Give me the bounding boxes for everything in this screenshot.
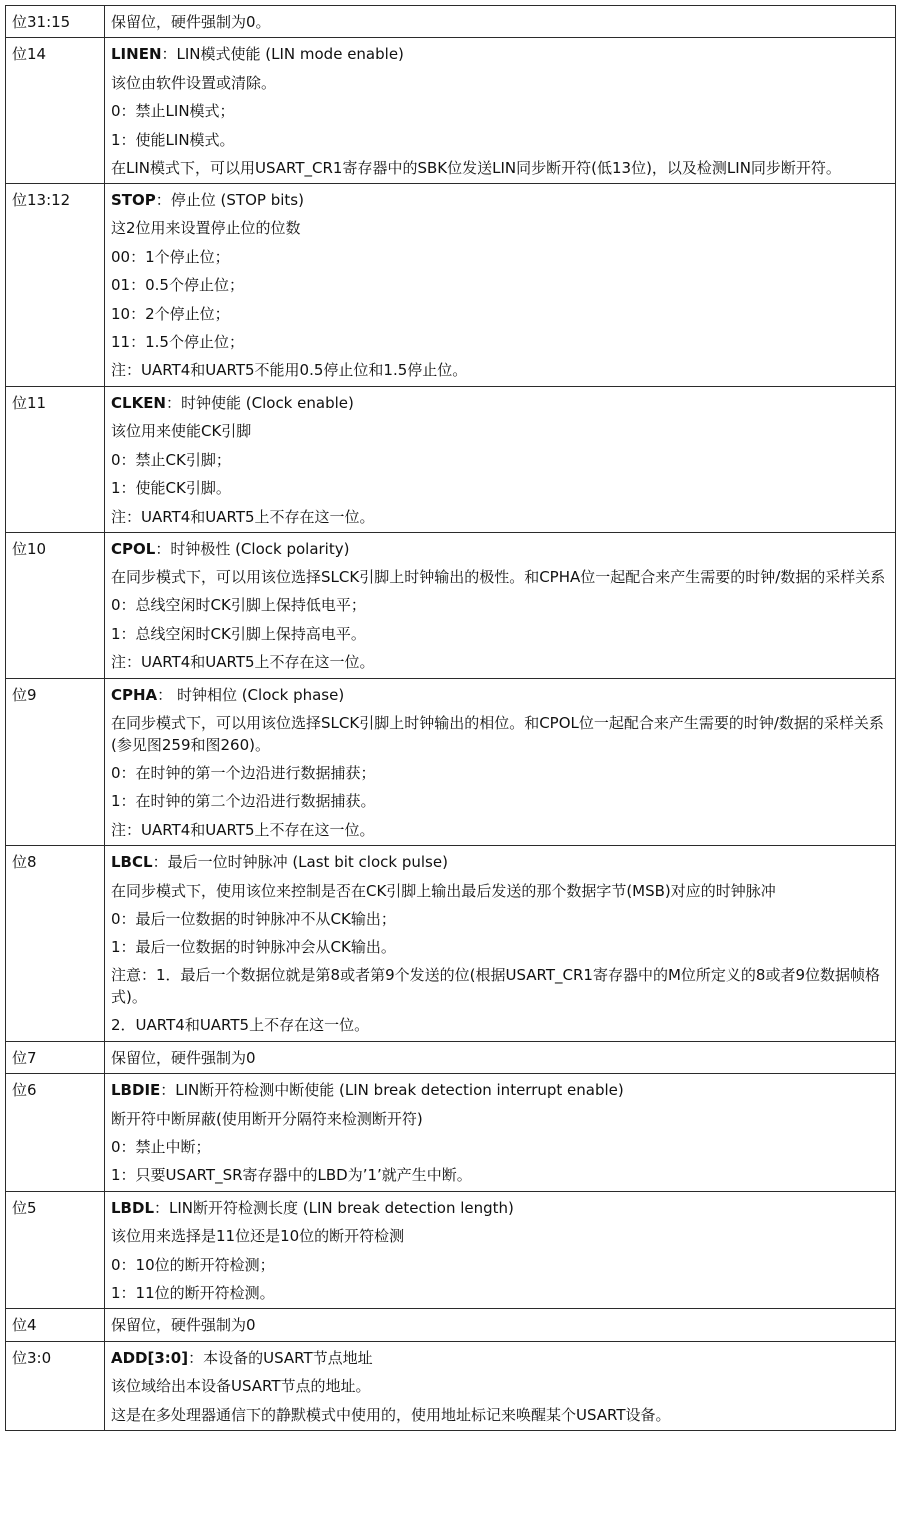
description-line: 在同步模式下，使用该位来控制是否在CK引脚上输出最后发送的那个数据字节(MSB)对应的时钟脉冲 xyxy=(111,881,776,900)
description-line: 1：只要USART_SR寄存器中的LBD为’1’就产生中断。 xyxy=(111,1166,472,1185)
field-title: ：时钟极性 (Clock polarity) xyxy=(155,539,350,558)
register-row xyxy=(6,1191,896,1309)
description-cell xyxy=(105,38,896,184)
register-row xyxy=(6,678,896,846)
field-heading xyxy=(111,1076,889,1104)
bit-range-cell: 位7 xyxy=(6,1041,105,1073)
description-line: 注：UART4和UART5上不存在这一位。 xyxy=(111,507,375,526)
description-line: 0：在时钟的第一个边沿进行数据捕获； xyxy=(111,763,376,782)
field-title: ：停止位 (STOP bits) xyxy=(155,191,304,210)
register-bit-table xyxy=(5,5,896,1431)
description-cell xyxy=(105,1309,896,1341)
bit-range-cell: 位4 xyxy=(6,1309,105,1341)
field-title: ：LIN模式使能 (LIN mode enable) xyxy=(161,45,404,64)
description-cell xyxy=(105,678,896,846)
description-line: 1：11位的断开符检测。 xyxy=(111,1284,275,1303)
description-line: 这是在多处理器通信下的静默模式中使用的，使用地址标记来唤醒某个USART设备。 xyxy=(111,1405,671,1424)
description-line: 0：禁止CK引脚； xyxy=(111,450,231,469)
description-cell xyxy=(105,386,896,532)
description-line: 注意：1．最后一个数据位就是第8或者第9个发送的位(根据USART_CR1寄存器中的M位所定义的8或者9位数据帧格式)。 xyxy=(111,966,880,1007)
bit-range-cell: 位5 xyxy=(6,1191,105,1309)
description-line: 0：10位的断开符检测； xyxy=(111,1255,275,1274)
description-line: 该位由软件设置或清除。 xyxy=(111,73,277,92)
field-name: LBDL xyxy=(111,1198,155,1217)
field-name: CLKEN xyxy=(111,393,166,412)
description-line: 0：禁止中断； xyxy=(111,1138,211,1156)
field-title: ：LIN断开符检测中断使能 (LIN break detection interrupt enable) xyxy=(160,1081,624,1100)
field-title: ：最后一位时钟脉冲 (Last bit clock pulse) xyxy=(152,853,448,872)
bit-range-cell: 位10 xyxy=(6,532,105,678)
description-line: 该位域给出本设备USART节点的地址。 xyxy=(111,1377,371,1396)
field-title: ：LIN断开符检测长度 (LIN break detection length) xyxy=(154,1198,514,1217)
bit-range-cell: 位8 xyxy=(6,846,105,1042)
description-line: 01：0.5个停止位； xyxy=(111,276,244,295)
bit-range-cell: 位6 xyxy=(6,1074,105,1192)
register-row xyxy=(6,184,896,387)
description-cell xyxy=(105,184,896,387)
register-row xyxy=(6,1041,896,1073)
description-line: 2．UART4和UART5上不存在这一位。 xyxy=(111,1016,370,1035)
description-line: 在LIN模式下，可以用USART_CR1寄存器中的SBK位发送LIN同步断开符(低13位)，以及检测LIN同步断开符。 xyxy=(111,159,841,178)
register-row xyxy=(6,38,896,184)
description-line: 注：UART4和UART5上不存在这一位。 xyxy=(111,653,375,672)
register-row xyxy=(6,6,896,38)
field-heading xyxy=(111,186,889,214)
description-line: 00：1个停止位； xyxy=(111,247,230,266)
description-line: 保留位，硬件强制为0 xyxy=(111,1316,256,1335)
field-name: LBDIE xyxy=(111,1081,161,1100)
description-line: 注：UART4和UART5不能用0.5停止位和1.5停止位。 xyxy=(111,361,468,380)
field-name: CPOL xyxy=(111,539,156,558)
bit-range-cell: 位13:12 xyxy=(6,184,105,387)
description-cell xyxy=(105,1041,896,1073)
bit-range-cell: 位9 xyxy=(6,678,105,846)
register-row xyxy=(6,1074,896,1192)
description-line: 在同步模式下，可以用该位选择SLCK引脚上时钟输出的相位。和CPOL位一起配合来产生需要的时钟/数据的采样关系(参见图259和图260)。 xyxy=(111,713,884,754)
field-heading xyxy=(111,535,889,563)
field-heading xyxy=(111,1344,889,1372)
description-line: 注：UART4和UART5上不存在这一位。 xyxy=(111,820,375,839)
field-title: ：本设备的USART节点地址 xyxy=(188,1348,373,1367)
field-name: LINEN xyxy=(111,45,162,64)
description-line: 断开符中断屏蔽(使用断开分隔符来检测断开符) xyxy=(111,1109,423,1128)
description-cell xyxy=(105,1191,896,1309)
field-heading xyxy=(111,681,889,709)
description-line: 0：禁止LIN模式； xyxy=(111,102,235,121)
description-line: 该位用来使能CK引脚 xyxy=(111,422,252,441)
bit-range-cell: 位31:15 xyxy=(6,6,105,38)
register-row xyxy=(6,532,896,678)
register-row xyxy=(6,846,896,1042)
field-title: ： 时钟相位 (Clock phase) xyxy=(157,685,345,704)
description-cell xyxy=(105,1341,896,1430)
register-row xyxy=(6,386,896,532)
field-heading xyxy=(111,40,889,68)
field-name: STOP xyxy=(111,191,156,210)
description-line: 1：在时钟的第二个边沿进行数据捕获。 xyxy=(111,792,376,811)
bit-range-cell: 位11 xyxy=(6,386,105,532)
field-heading xyxy=(111,848,889,876)
description-cell xyxy=(105,532,896,678)
field-heading xyxy=(111,389,889,417)
description-line: 在同步模式下，可以用该位选择SLCK引脚上时钟输出的极性。和CPHA位一起配合来产生需要的时钟/数据的采样关系 xyxy=(111,568,886,587)
register-row xyxy=(6,1341,896,1430)
description-line: 这2位用来设置停止位的位数 xyxy=(111,219,301,238)
description-cell xyxy=(105,846,896,1042)
description-line: 该位用来选择是11位还是10位的断开符检测 xyxy=(111,1227,405,1246)
description-line: 0：最后一位数据的时钟脉冲不从CK输出； xyxy=(111,909,396,928)
register-row xyxy=(6,1309,896,1341)
field-heading xyxy=(111,1194,889,1222)
description-line: 1：最后一位数据的时钟脉冲会从CK输出。 xyxy=(111,937,396,956)
description-cell xyxy=(105,1074,896,1192)
bit-range-cell: 位3:0 xyxy=(6,1341,105,1430)
field-name: ADD[3:0] xyxy=(111,1348,189,1367)
description-line: 保留位，硬件强制为0。 xyxy=(111,13,271,31)
description-line: 保留位，硬件强制为0 xyxy=(111,1048,256,1067)
bit-range-cell: 位14 xyxy=(6,38,105,184)
field-title: ：时钟使能 (Clock enable) xyxy=(166,393,354,412)
description-line: 10：2个停止位； xyxy=(111,304,230,323)
description-cell xyxy=(105,6,896,38)
field-name: CPHA xyxy=(111,685,158,704)
description-line: 1：使能CK引脚。 xyxy=(111,479,231,498)
field-name: LBCL xyxy=(111,853,153,872)
description-line: 1：总线空闲时CK引脚上保持高电平。 xyxy=(111,624,366,643)
description-line: 1：使能LIN模式。 xyxy=(111,130,235,149)
description-line: 0：总线空闲时CK引脚上保持低电平； xyxy=(111,596,366,615)
description-line: 11：1.5个停止位； xyxy=(111,333,244,352)
